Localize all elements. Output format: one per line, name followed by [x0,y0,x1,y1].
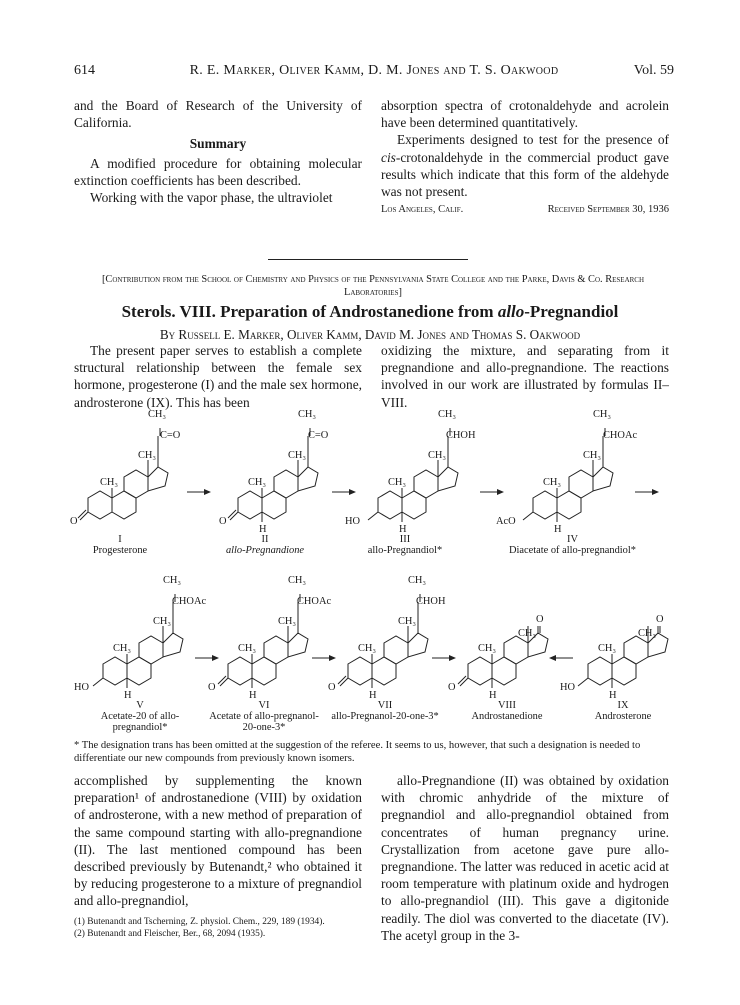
atom-o: O [448,682,456,693]
atom-o: O [208,682,216,693]
atom-ch3: CH₃ [598,643,617,654]
volume-number: Vol. 59 [633,63,674,78]
structure-i [78,428,168,520]
structure-iv [523,428,613,522]
atom-ch3: CH₃ [358,643,377,654]
atom-ch3: CH₃ [298,409,317,420]
intro-right-paragraph: oxidizing the mixture, and separating from it pregnandione and allo-pregnandione. The reactions involved in our work are illustrated by formulas II–VIII. [381,343,669,410]
bottom-right-paragraph: allo-Pregnandione (II) was obtained by oxidation with chromic anhydride of the mixture of pregnandiol and allo-pregnandiol obtained from concentrates of human pregnancy urine. Crystallization from acetone gave pure allo-pregnandione. The latter was reduced in acetic acid at room temperature with platinum oxide and hydrogen to allo-pregnandiol (III). This gave a digitonide readily. The diol was converted to the diacetate (IV). The acetyl group in the 3- [381,773,669,943]
compound-iv-label: IV Diacetate of allo-pregnandiol* [509,534,636,556]
atom-ch3: CH₃ [593,409,612,420]
atom-group: O [536,614,544,625]
atom-h: H [249,690,257,701]
structure-iii [368,428,458,522]
footnote-2: (2) Butenandt and Fleischer, Ber., 68, 2094 (1935). [74,928,266,939]
compound-ii-label: II allo-Pregnandione [225,534,305,556]
atom-ch3: CH₃ [638,628,657,639]
atom-o: O [70,516,78,527]
article-title: Sterols. VIII. Preparation of Androstanedione from allo-Pregnandiol [121,302,619,321]
contribution-line: [Contribution from the School of Chemistry and Physics of the Pennsylvania State College and the Parke, Davis & Co. Research Laboratories] [101,274,645,298]
atom-group: CHOAc [297,596,332,607]
body-paragraph: accomplished by supplementing the known preparation¹ of androstanedione (VIII) by oxidation of androsterone, with a new method of preparation of the same compound starting with allo-pregnandione (II). The last mentioned compound has been described previously by Butenandt,² who obtained it by reducing progesterone to a mixture of pregnandiol and allo-pregnandiol, [74,773,362,909]
atom-group: CHOAc [603,430,638,441]
atom-group: CHOH [446,430,476,441]
structure-v [93,594,183,688]
header-authors: R. E. Marker, Oliver Kamm, D. M. Jones and T. S. Oakwood [189,63,559,78]
atom-ho: HO [560,682,576,693]
intro-left-paragraph: The present paper serves to establish a complete structural relationship between the female sex hormone, progesterone (I) and the male sex hormone, androsterone (IX). This has been [74,343,362,410]
compound-vi-label: VI Acetate of allo-pregnanol-20-one-3* [209,700,319,733]
atom-h: H [609,690,617,701]
atom-o: O [328,682,336,693]
atom-h: H [369,690,377,701]
atom-ch3: CH₃ [163,575,182,586]
atom-h: H [124,690,132,701]
atom-h: H [259,524,267,535]
atom-ch3: CH₃ [113,643,132,654]
summary-paragraph-2-continued: absorption spectra of crotonaldehyde and acrolein have been determined quantitatively. [381,98,669,131]
atom-aco: AcO [496,516,516,527]
atom-ch3: CH₃ [278,616,297,627]
atom-ch3: CH₃ [438,409,457,420]
atom-ch3: CH₃ [288,450,307,461]
atom-ch3: CH₃ [153,616,172,627]
dateline [381,201,669,218]
atom-ch3: CH₃ [248,477,267,488]
structure-vi [218,594,308,688]
atom-ch3: CH₃ [238,643,257,654]
atom-ch3: CH₃ [148,409,167,420]
atom-group: C=O [160,430,181,441]
running-header [74,63,674,83]
atom-ch3: CH₃ [138,450,157,461]
atom-h: H [399,524,407,535]
section-divider [268,259,468,260]
atom-group: C=O [308,430,329,441]
structure-vii [338,594,428,688]
atom-group: CHOH [416,596,446,607]
atom-h: H [489,690,497,701]
atom-ch3: CH₃ [100,477,119,488]
top-right-column [381,97,669,218]
atom-o: O [219,516,227,527]
atom-ch3: CH₃ [388,477,407,488]
structure-ii [228,428,318,522]
compound-viii-label: VIII Androstanedione [471,700,543,722]
atom-ch3: CH₃ [408,575,427,586]
compound-iii-label: III allo-Pregnandiol* [367,534,443,556]
compound-v-label: V Acetate-20 of allo-pregnandiol* [100,700,180,733]
location: Los Angeles, Calif. [381,204,464,216]
summary-paragraph-2: Working with the vapor phase, the ultraviolet [90,190,333,206]
atom-ch3: CH₃ [428,450,447,461]
scheme-footnote: * The designation trans has been omitted at the suggestion of the referee. It seems to us, however, that such a designation is needed to differentiate our new compounds from previously known isomers. [74,740,641,764]
compound-vii-label: VII allo-Pregnanol-20-one-3* [331,700,439,722]
atom-group: O [656,614,664,625]
footnote-1: (1) Butenandt and Tscherning, Z. physiol. Chem., 229, 189 (1934). [74,916,325,927]
bottom-left-column [74,772,362,940]
atom-group: CHOAc [172,596,207,607]
summary-paragraph-3: Experiments designed to test for the presence of cis-crotonaldehyde in the commercial product gave results which indicate that this form of the aldehyde was not present. [381,132,669,200]
atom-ch3: CH₃ [543,477,562,488]
atom-h: H [554,524,562,535]
compound-i-label: I Progesterone [92,534,148,556]
atom-ho: HO [74,682,90,693]
acknowledgement-continuation: and the Board of Research of the University of California. [74,98,362,131]
byline: By Russell E. Marker, Oliver Kamm, David M. Jones and Thomas S. Oakwood [159,327,581,342]
atom-ch3: CH₃ [478,643,497,654]
summary-paragraph-1: A modified procedure for obtaining molecular extinction coefficients has been described. [74,155,362,188]
atom-ch3: CH₃ [583,450,602,461]
atom-ch3: CH₃ [518,628,537,639]
compound-ix-label: IX Androsterone [594,700,652,722]
atom-ho: HO [345,516,361,527]
scheme-overlay [60,406,685,736]
top-left-column [74,97,362,206]
received-date: Received September 30, 1936 [547,204,669,216]
atom-ch3: CH₃ [398,616,417,627]
atom-ch3: CH₃ [288,575,307,586]
summary-heading: Summary [189,136,247,152]
page-number: 614 [74,63,95,78]
